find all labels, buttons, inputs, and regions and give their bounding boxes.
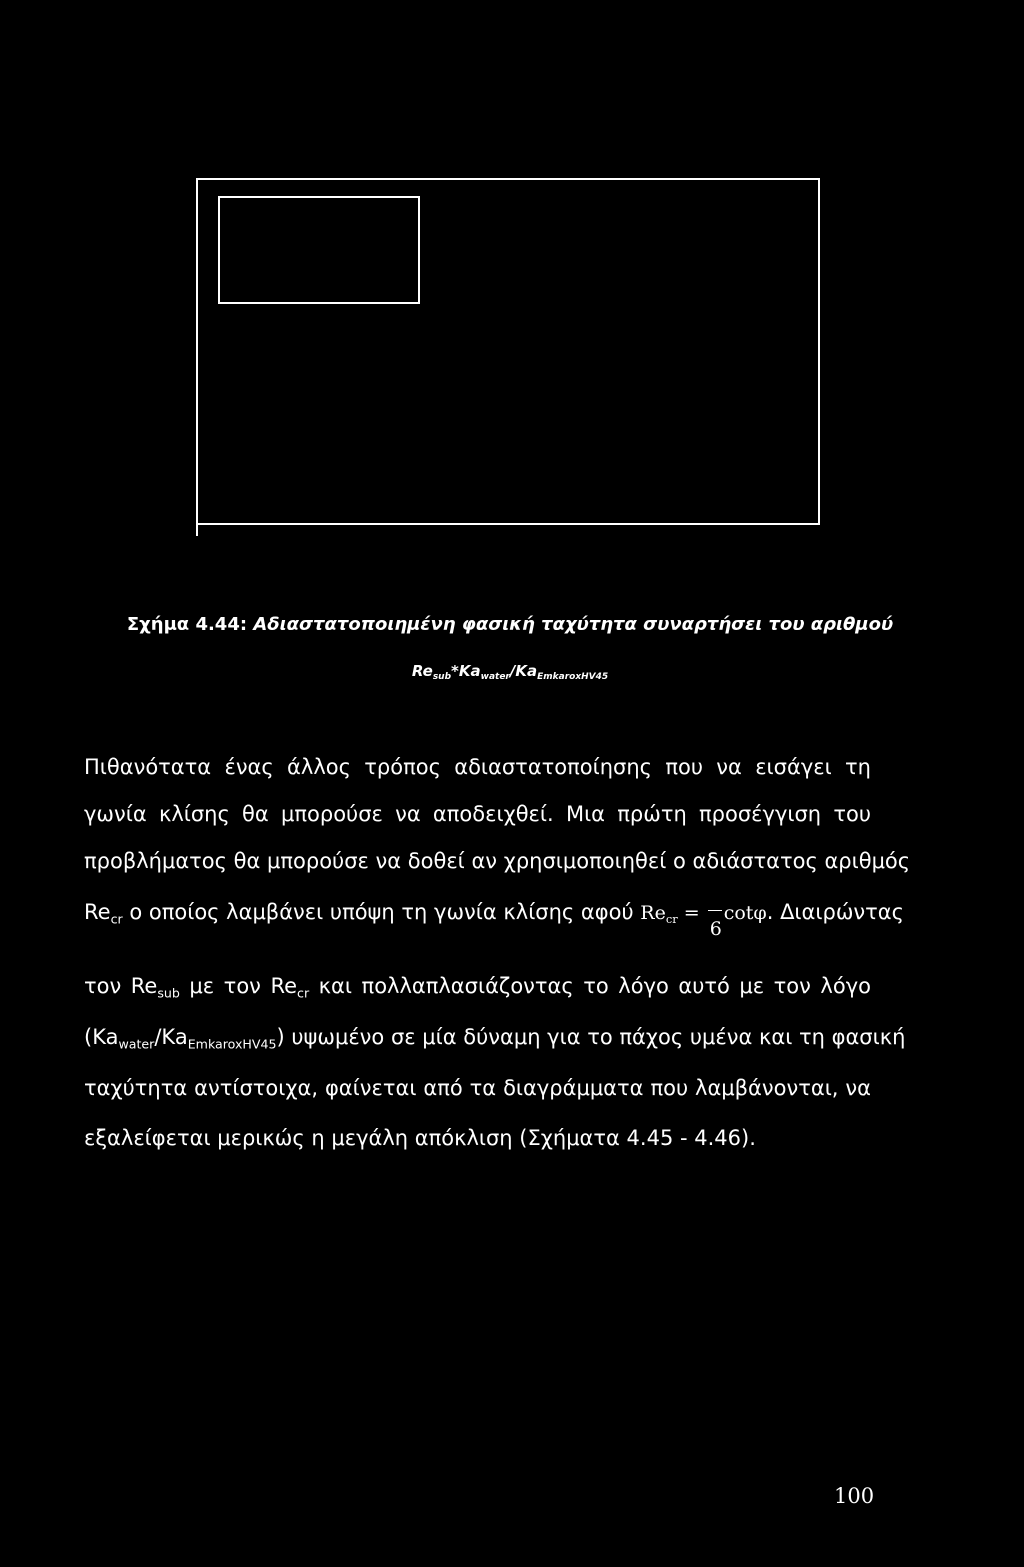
caption-text: Αδιαστατοποιημένη φασική ταχύτητα συναρτήσει του αριθμού — [253, 614, 894, 635]
paragraph-line-1: Πιθανότατα ένας άλλος τρόπος αδιαστατοποίησης που να εισάγει τη — [84, 755, 871, 779]
figure-legend-box — [218, 196, 420, 304]
figure-axis-tick — [196, 518, 198, 536]
caption-label: Σχήμα 4.44: — [126, 614, 248, 635]
paragraph-line-4: $Re_{cr}$ ο οποίος λαμβάνει υπόψη τη γωνία κλίσης αφού $Re_{cr}$ = 6 cotφ. Διαιρώντας — [84, 900, 904, 941]
figure-caption-line-2: $Re_{sub}*Ka_{water}/Ka_{EmkaroxHV45}$ — [411, 662, 609, 683]
paragraph-line-8: εξαλείφεται μερικώς η μεγάλη απόκλιση (Σχήματα 4.45 - 4.46). — [84, 1126, 756, 1150]
fraction: 6 — [706, 900, 724, 919]
paragraph-line-5: τον $Re_{sub}$ με τον $Re_{cr}$ και πολλαπλασιάζοντας το λόγο αυτό με τον λόγο — [84, 974, 871, 1001]
figure-axis-line — [196, 523, 820, 525]
recr-formula: $Re_{cr}$ = 6 cotφ — [640, 902, 767, 941]
paragraph-line-2: γωνία κλίσης θα μπορούσε να αποδειχθεί. Μια πρώτη προσέγγιση του — [84, 802, 871, 826]
figure-caption-line-1 — [0, 614, 1022, 635]
page-number: 100 — [834, 1484, 875, 1508]
paragraph-line-6: $(Ka_{water}/Ka_{EmkaroxHV45})$ υψωμένο σε μία δύναμη για το πάχος υμένα και τη φασική — [84, 1025, 906, 1052]
paragraph-line-3: προβλήματος θα μπορούσε να δοθεί αν χρησιμοποιηθεί ο αδιάστατος αριθμός — [84, 849, 911, 873]
paragraph-line-7: ταχύτητα αντίστοιχα, φαίνεται από τα διαγράμματα που λαμβάνονται, να — [84, 1076, 871, 1100]
